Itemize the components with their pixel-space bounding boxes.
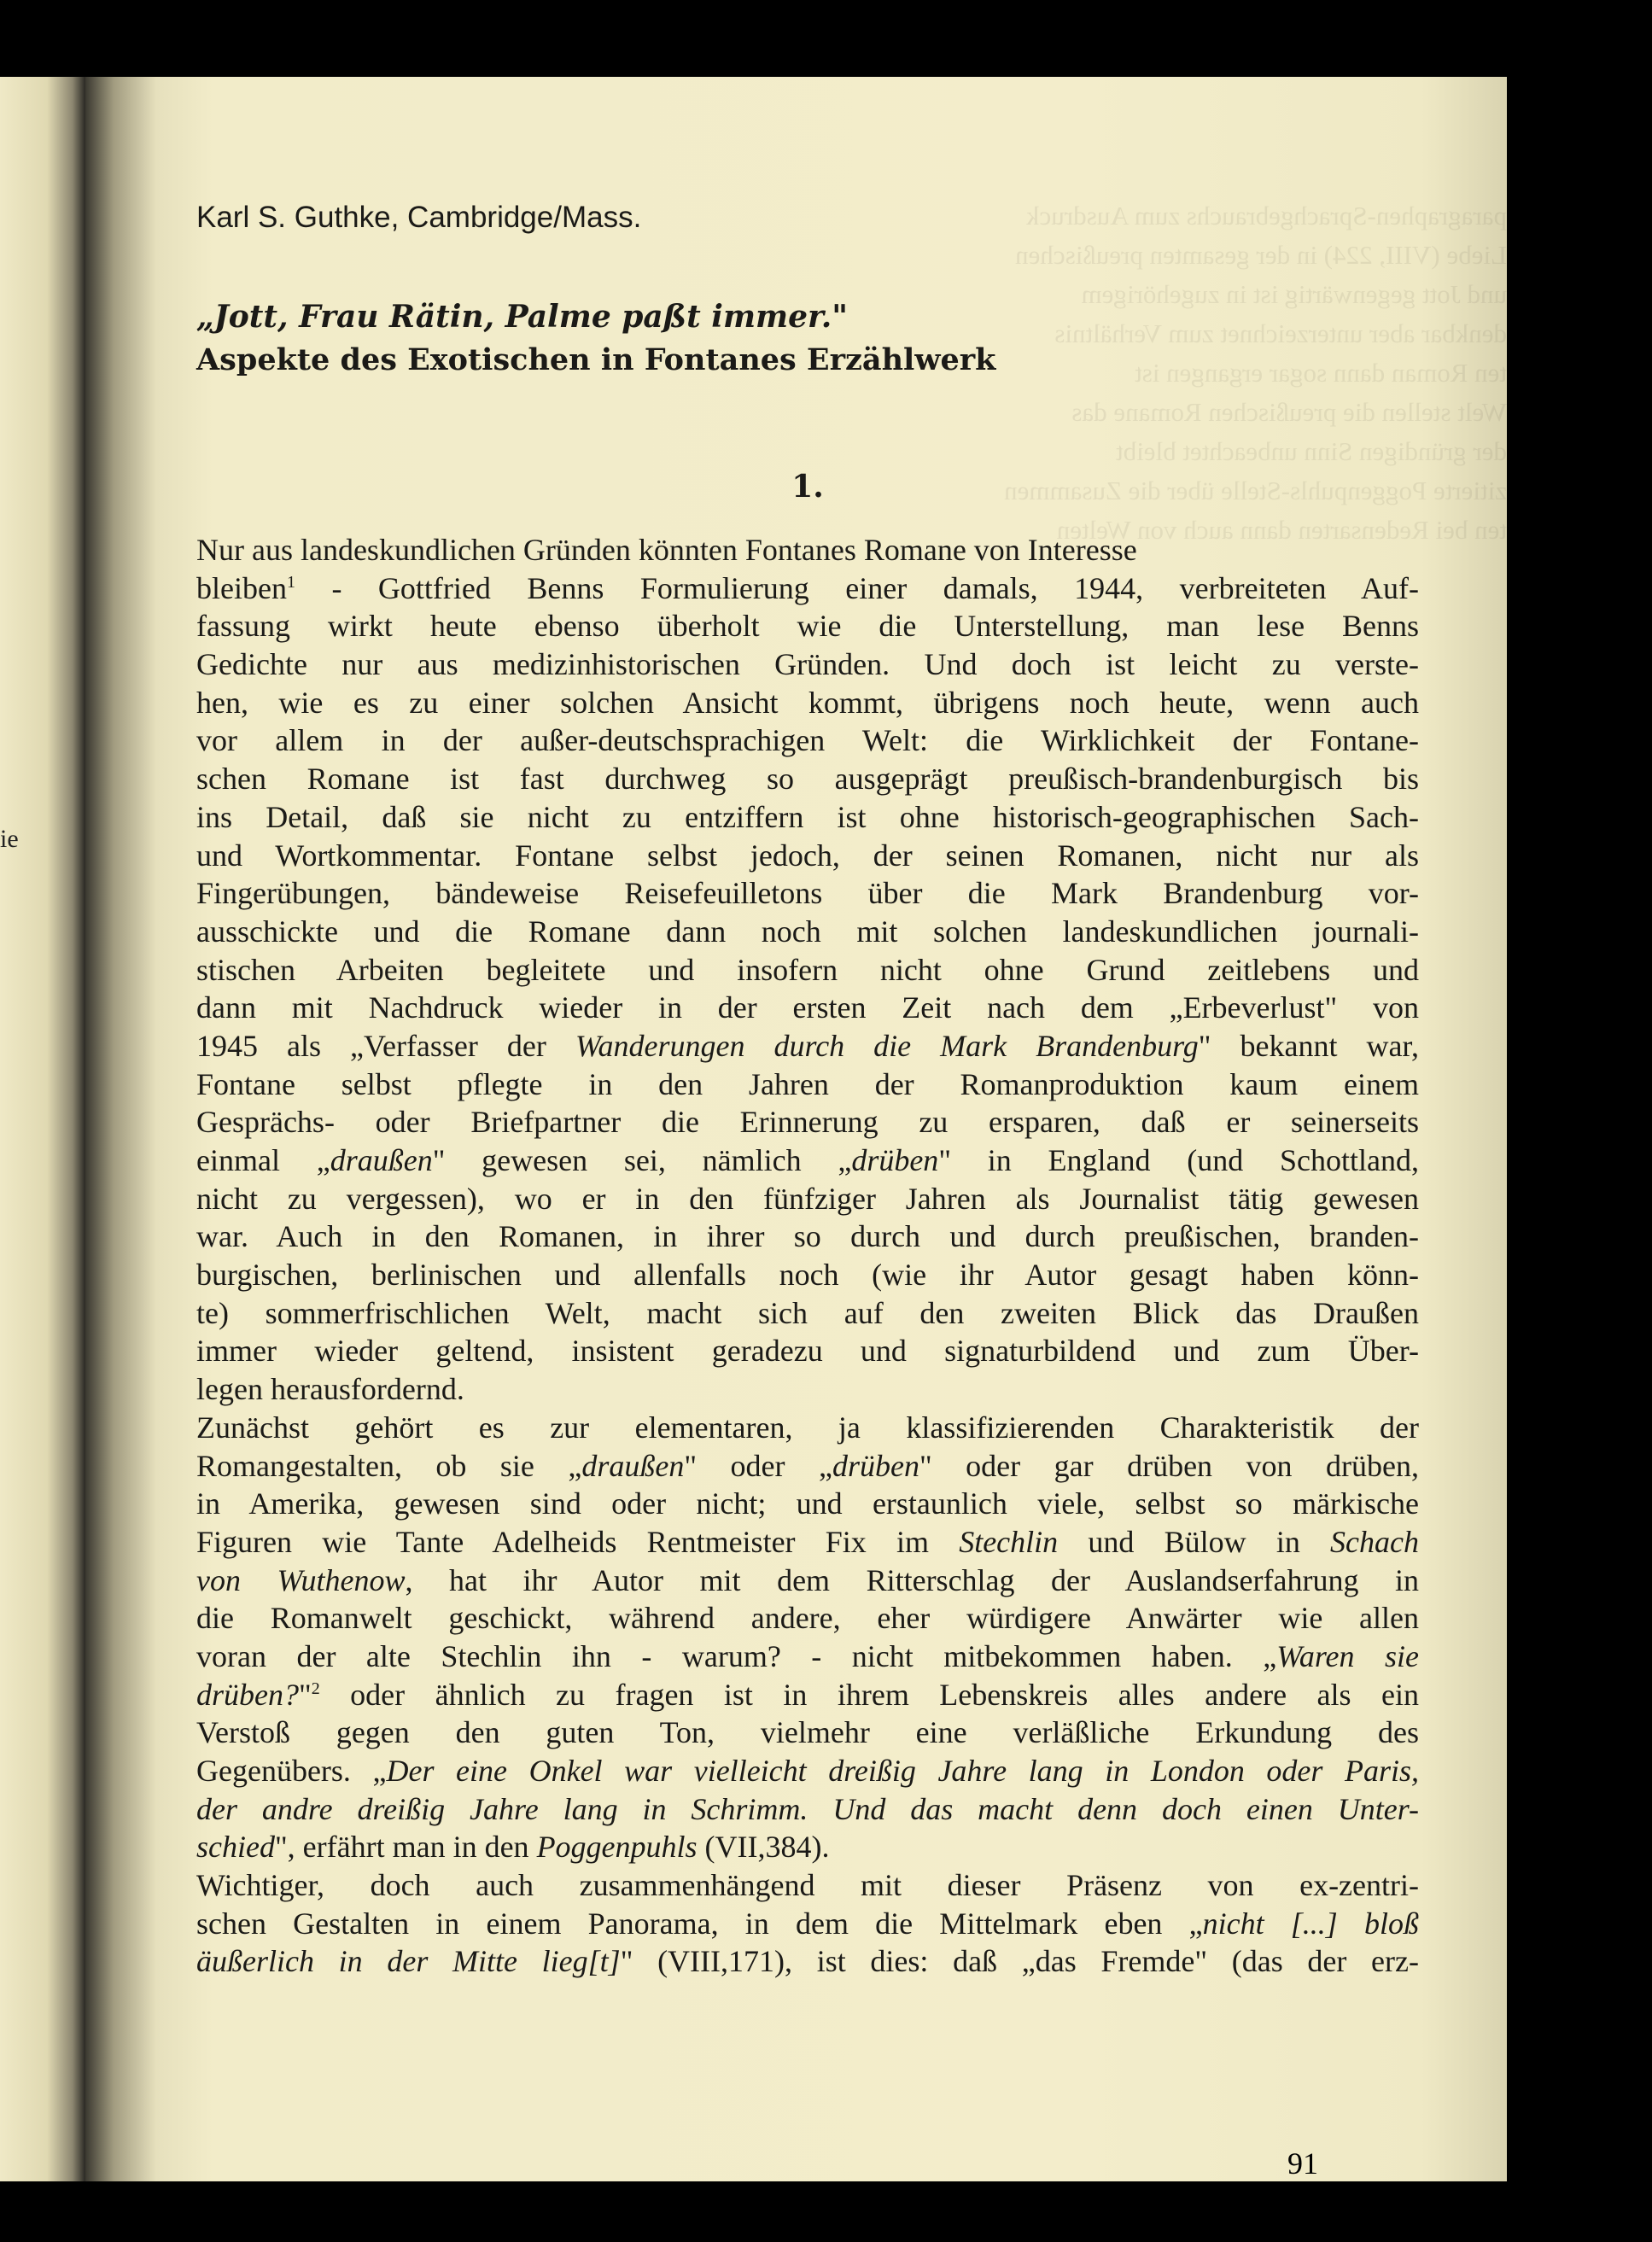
text-line [196,1676,1419,1714]
text-line [196,760,1419,798]
text-line [196,684,1419,722]
text-segment: Fingerübungen, bändeweise Reisefeuilletons über die Mark Brandenburg vor- [196,876,1419,911]
text-segment: nicht zu vergessen), wo er in den fünfziger Jahren als Journalist tätig gewesen [196,1181,1419,1216]
book-page [85,77,1507,2181]
text-segment: Verstoß gegen den guten Ton, vielmehr eine verläßliche Erkundung des [196,1715,1419,1750]
page-number: 91 [1287,2146,1318,2181]
text-segment: Nur aus landeskundlichen Gründen könnten Fontanes Romane von Interesse [196,533,1137,567]
text-segment: oder ähnlich zu fragen ist in ihrem Lebenskreis alles andere als ein [319,1677,1419,1712]
body-text [196,531,1419,1981]
text-line [196,1066,1419,1104]
text-segment: Romangestalten, ob sie „ [196,1448,582,1483]
text-line [196,1294,1419,1333]
italic-text: draußen [330,1143,433,1177]
text-line [196,1409,1419,1447]
text-segment: Wichtiger, doch auch zusammenhängend mit dieser Präsenz von ex-zentri- [196,1868,1419,1903]
text-line [196,1180,1419,1218]
text-line [196,1447,1419,1486]
text-segment: stischen Arbeiten begleitete und insofern nicht ohne Grund zeitlebens und [196,952,1419,987]
text-segment: (VII,384). [697,1830,830,1865]
text-line [196,1714,1419,1752]
text-segment: und Bülow in [1058,1524,1331,1559]
text-line [196,1485,1419,1523]
text-segment: , hat ihr Autor mit dem Ritterschlag der Auslandserfahrung in [405,1562,1419,1597]
text-segment: fassung wirkt heute ebenso überholt wie die Unterstellung, man lese Benns [196,609,1419,644]
text-segment: ", erfährt man in den [274,1830,537,1865]
italic-text: der andre dreißig Jahre lang in Schrimm. Und das macht denn doch einen Unter- [196,1791,1419,1826]
bleed-through-line: der gründigen Sinn unbeachtet bleibt [1116,436,1507,466]
text-line [196,913,1419,951]
bleed-through-line: denkbar aber unterzeichnet zum Verhältnis [1054,318,1507,348]
text-segment: einmal „ [196,1143,330,1177]
text-line [196,1141,1419,1180]
text-segment: " oder gar drüben von drüben, [919,1448,1420,1483]
text-line [196,1256,1419,1294]
text-line [196,1790,1419,1829]
text-segment: hen, wie es zu einer solchen Ansicht kommt, übrigens noch heute, wenn auch [196,685,1419,720]
text-line [196,1599,1419,1638]
text-segment: Gegenübers. „ [196,1754,387,1788]
text-segment: - Gottfried Benns Formulierung einer damals, 1944, verbreiteten Auf- [295,570,1419,605]
bleed-through-line: paragraphen-Sprachgebrauchs zum Ausdruck [1026,201,1507,231]
text-line [196,989,1419,1027]
text-segment: immer wieder geltend, insistent geradezu und signaturbildend und zum Über- [196,1334,1419,1369]
text-line [196,1638,1419,1676]
text-line [196,1523,1419,1562]
text-line [196,645,1419,684]
text-segment: bleiben [196,570,287,605]
italic-text: von Wuthenow [196,1562,406,1597]
text-line [196,607,1419,645]
footnote-marker: 1 [286,572,295,592]
text-line [196,721,1419,760]
text-line [196,837,1419,875]
text-segment: war. Auch in den Romanen, in ihrer so durch und durch preußischen, branden- [196,1219,1419,1254]
italic-text: Schach [1330,1524,1420,1559]
italic-text: Waren sie [1276,1638,1420,1673]
bleed-through-line: ten Roman dann sogar ergangen ist [1135,358,1507,388]
italic-text: draußen [581,1448,685,1483]
text-segment: te) sommerfrischlichen Welt, macht sich auf den zweiten Blick das Draußen [196,1295,1419,1330]
text-line [196,1370,1419,1409]
text-line [196,1332,1419,1370]
text-line [196,1866,1419,1905]
text-line [196,531,1419,569]
text-segment: " gewesen sei, nämlich „ [432,1143,852,1177]
text-segment: Figuren wie Tante Adelheids Rentmeister Fix im [196,1524,960,1559]
italic-text: drüben [851,1143,939,1177]
text-line [196,798,1419,837]
bleed-through-line: zitierte Poggenpuhls-Stelle über die Zusammen [1004,476,1507,505]
author-line: Karl S. Guthke, Cambridge/Mass. [196,201,642,234]
text-segment: und Wortkommentar. Fontane selbst jedoch, der seinen Romanen, nicht nur als [196,838,1419,873]
italic-text: äußerlich in der Mitte lieg[t] [196,1944,621,1979]
bleed-through-line: Liebe (VIII, 224) in der gesamten preußischen [1015,240,1507,270]
text-line [196,951,1419,990]
bleed-through-line: ten bei Redensarten dann auch von Welten [1056,515,1507,545]
previous-page-edge [0,77,85,2181]
text-line [196,1905,1419,1943]
italic-text: Poggenpuhls [536,1830,698,1865]
text-segment: schen Gestalten in einem Panorama, in dem die Mittelmark eben „ [196,1906,1203,1941]
text-segment: burgischen, berlinischen und allenfalls noch (wie ihr Autor gesagt haben könn- [196,1258,1419,1293]
text-line [196,1828,1419,1866]
text-segment: 1945 als „Verfasser der [196,1028,575,1063]
scan-border-right [1507,0,1652,2242]
text-segment: die Romanwelt geschickt, während andere, eher würdigere Anwärter wie allen [196,1601,1419,1636]
text-segment: " [299,1677,312,1712]
text-line [196,874,1419,913]
text-line [196,1103,1419,1141]
text-segment: schen Romane ist fast durchweg so ausgeprägt preußisch-brandenburgisch bis [196,762,1419,797]
text-line [196,1562,1419,1600]
scan-border-bottom [0,2181,1652,2242]
text-line [196,1217,1419,1256]
text-segment: " (VIII,171), ist dies: daß „das Fremde" (das der erz- [620,1944,1419,1979]
italic-text: Wanderungen durch die Mark Brandenburg [575,1028,1199,1063]
text-segment: vor allem in der außer-deutschsprachigen Welt: die Wirklichkeit der Fontane- [196,723,1419,758]
text-segment: ausschickte und die Romane dann noch mit solchen landeskundlichen journali- [196,914,1419,949]
italic-text: drüben? [196,1677,299,1712]
previous-page-text-fragment: ie [0,825,19,853]
article-subtitle: Aspekte des Exotischen in Fontanes Erzählwerk [196,342,996,377]
section-number: 1. [791,469,824,505]
article-title: „Jott, Frau Rätin, Palme paßt immer." [196,299,848,335]
text-segment: " in England (und Schottland, [938,1143,1419,1177]
text-segment: in Amerika, gewesen sind oder nicht; und erstaunlich viele, selbst so märkische [196,1486,1419,1521]
footnote-marker: 2 [311,1679,320,1698]
text-line [196,1027,1419,1066]
text-segment: dann mit Nachdruck wieder in der ersten Zeit nach dem „Erbeverlust" von [196,990,1419,1025]
text-segment: Fontane selbst pflegte in den Jahren der Romanproduktion kaum einem [196,1066,1419,1101]
bleed-through-line: Welt stellen die preußischen Romane das [1071,397,1507,427]
italic-text: schied [196,1830,275,1865]
italic-text: drüben [832,1448,919,1483]
text-line [196,1752,1419,1790]
italic-text: Stechlin [959,1524,1059,1559]
italic-text: nicht [...] bloß [1202,1906,1419,1941]
text-line [196,1942,1419,1981]
text-segment: voran der alte Stechlin ihn - warum? - nicht mitbekommen haben. „ [196,1638,1277,1673]
text-segment: Gedichte nur aus medizinhistorischen Gründen. Und doch ist leicht zu verste- [196,647,1419,682]
bleed-through-line: und Jott gegenwärtig ist in zugehörigem [1081,279,1507,309]
text-segment: " oder „ [684,1448,832,1483]
text-segment: ins Detail, daß sie nicht zu entziffern ist ohne historisch-geographischen Sach- [196,799,1419,834]
text-segment: Zunächst gehört es zur elementaren, ja klassifizierenden Charakteristik der [196,1410,1419,1445]
text-segment: legen herausfordernd. [196,1372,464,1407]
scan-border-top [0,0,1652,77]
text-segment: " bekannt war, [1198,1028,1419,1063]
text-segment: Gesprächs- oder Briefpartner die Erinnerung zu ersparen, daß er seinerseits [196,1105,1419,1140]
italic-text: Der eine Onkel war vielleicht dreißig Jahre lang in London oder Paris, [386,1754,1419,1788]
text-line [196,569,1419,608]
